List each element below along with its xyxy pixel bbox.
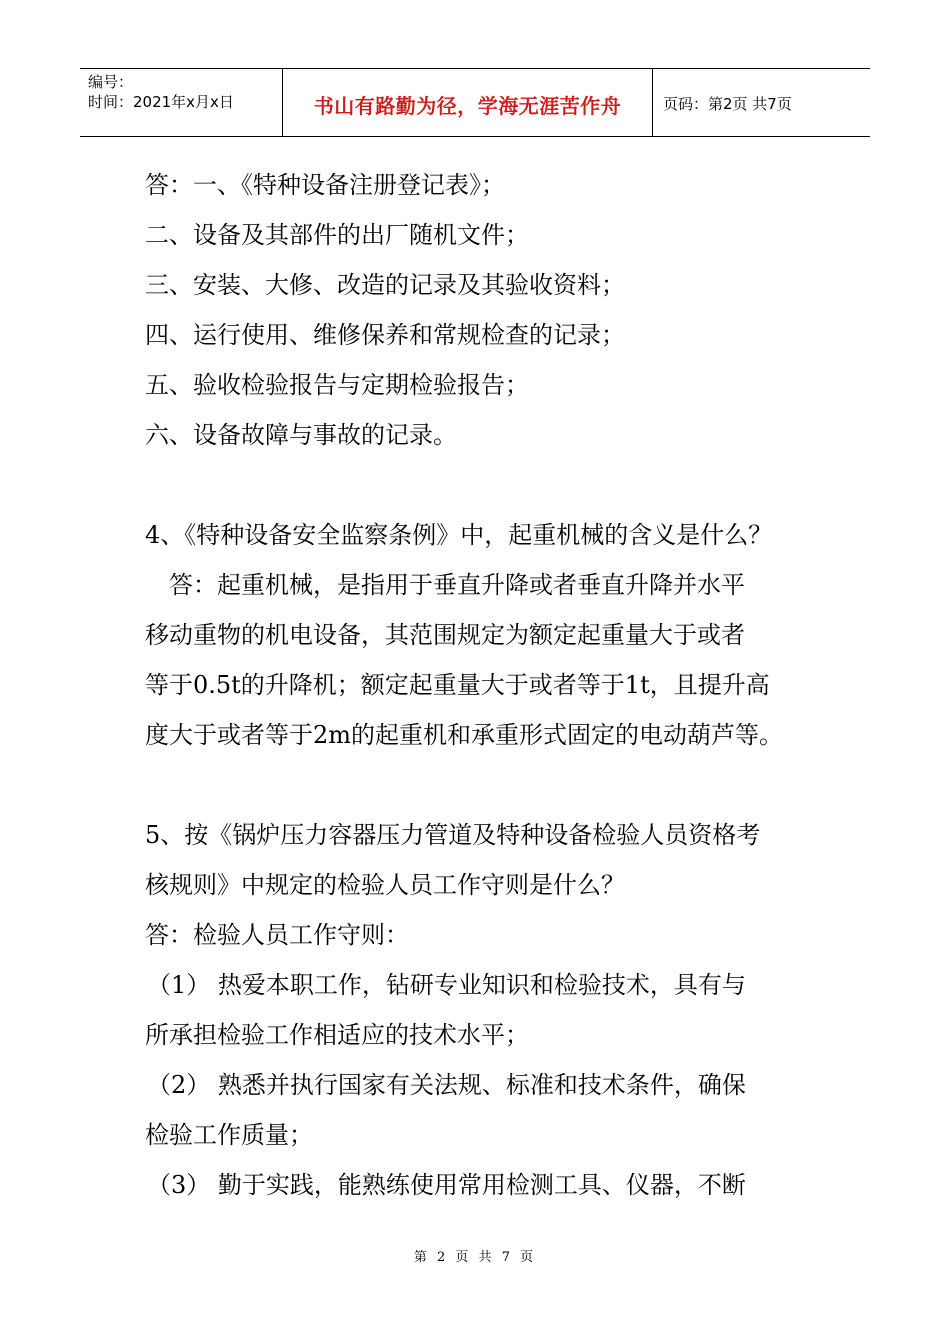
answer-line: 五、验收检验报告与定期检验报告； <box>145 371 529 399</box>
document-number-label: 编号： <box>88 73 134 91</box>
rule-item-line: 所承担检验工作相适应的技术水平； <box>145 1021 529 1049</box>
answer-line: 二、设备及其部件的出厂随机文件； <box>145 221 529 249</box>
rule-item-line: （2） 熟悉并执行国家有关法规、标准和技术条件，确保 <box>147 1071 746 1099</box>
header-meta-cell <box>80 69 283 136</box>
answer-line: 移动重物的机电设备，其范围规定为额定起重量大于或者 <box>145 621 745 649</box>
answer-line: 答：一、《特种设备注册登记表》； <box>145 171 505 199</box>
answer-line: 答：检验人员工作守则： <box>145 921 409 949</box>
page-header <box>80 68 870 137</box>
header-motto: 书山有路勤为径，学海无涯苦作舟 <box>313 94 622 118</box>
header-motto-cell <box>283 69 653 136</box>
answer-line: 四、运行使用、维修保养和常规检查的记录； <box>145 321 625 349</box>
answer-line: 度大于或者等于2m的起重机和承重形式固定的电动葫芦等。 <box>145 721 784 749</box>
question-line: 5、按《锅炉压力容器压力管道及特种设备检验人员资格考 <box>145 821 761 849</box>
answer-line: 答：起重机械，是指用于垂直升降或者垂直升降并水平 <box>169 571 745 599</box>
header-page-info: 页码：第2页 共7页 <box>663 95 792 113</box>
rule-item-line: 检验工作质量； <box>145 1121 313 1149</box>
question-line: 核规则》中规定的检验人员工作守则是什么？ <box>145 871 625 899</box>
document-body <box>145 160 825 1210</box>
paragraph-gap <box>145 460 825 510</box>
answer-line: 三、安装、大修、改造的记录及其验收资料； <box>145 271 625 299</box>
rule-item-line: （3） 勤于实践，能熟练使用常用检测工具、仪器，不断 <box>147 1171 746 1199</box>
answer-line: 等于0.5t的升降机；额定起重量大于或者等于1t，且提升高 <box>145 671 770 699</box>
answer-line: 六、设备故障与事故的记录。 <box>145 421 457 449</box>
question-line: 4、《特种设备安全监察条例》中，起重机械的含义是什么？ <box>145 521 773 549</box>
document-time-label: 时间：2021年x月x日 <box>88 93 234 111</box>
header-page-cell <box>653 69 870 136</box>
paragraph-gap <box>145 760 825 810</box>
rule-item-line: （1） 热爱本职工作，钻研专业知识和检验技术，具有与 <box>147 971 746 999</box>
page-footer: 第 2 页 共 7 页 <box>413 1250 537 1265</box>
